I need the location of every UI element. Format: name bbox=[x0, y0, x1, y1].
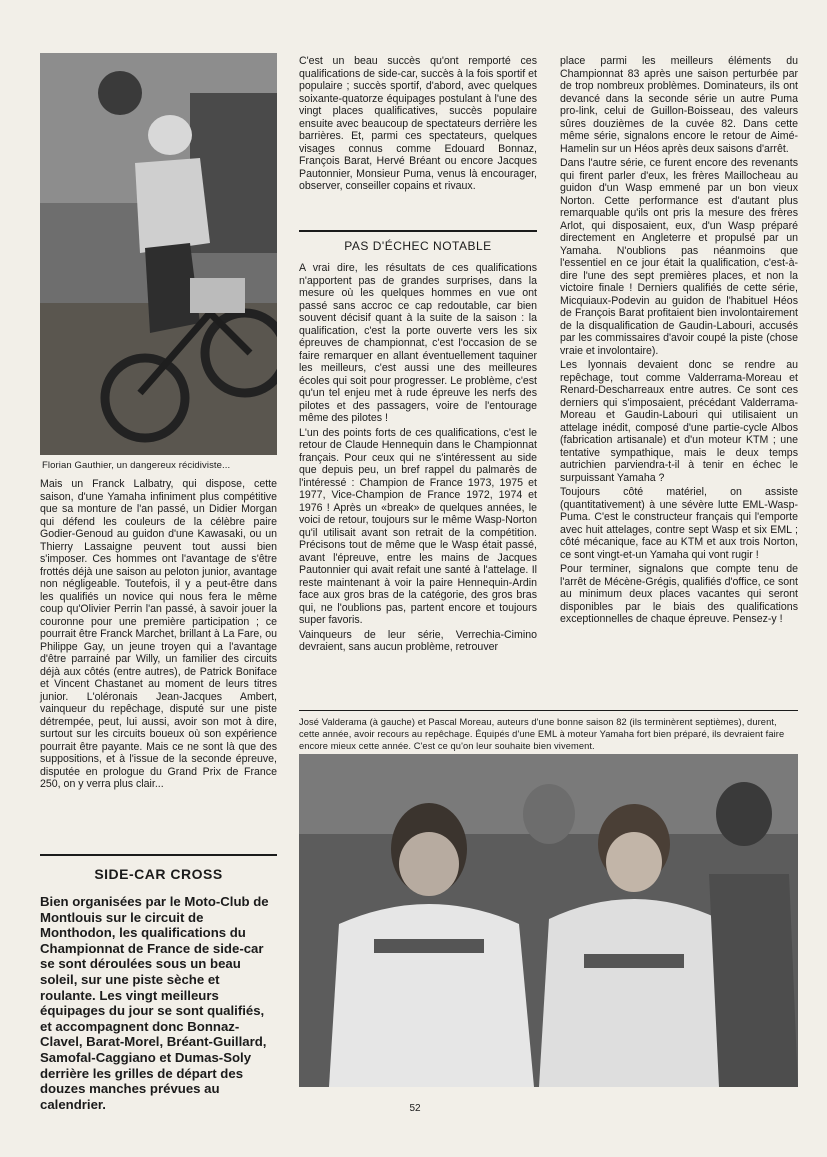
right-paragraph-5: Pour terminer, signalons que compte tenu de l'arrêt de Mécène-Grégis, qualifiés d'office, ce sont au minimum deux places vacantes qui seront disponibles par le biais des qualifications exceptionnelles de chaque épreuve. Pensez-y ! bbox=[560, 563, 798, 625]
side-car-cross-heading: SIDE-CAR CROSS bbox=[94, 866, 223, 882]
side-car-cross-rule bbox=[40, 854, 277, 856]
right-paragraph-4: Toujours côté matériel, on assiste (quantitativement) à une sévère lutte EML-Wasp-Puma. C'est le constructeur français qui l'emporte avec huit attelages, contre sept Wasp et six EML ; côté mécanique, face au KTM et aux trois Norton, ce sont vingt-et-un Yamaha qui vont rugir ! bbox=[560, 486, 798, 561]
side-car-lead-paragraph: Bien organisées par le Moto-Club de Montlouis sur le circuit de Monthodon, les qualifications du Championnat de France de side-car se sont déroulées sous un beau soleil, sur une piste sèche et roulante. Les vingt meilleurs équipages du jour se sont qualifiés, et accompagnent donc Bonnaz-Clavel, Barat-Morel, Bréant-Guillard, Samofal-Caggiano et Dumas-Soly derrière les grilles de départ des douzes manches prévues au calendrier. bbox=[40, 894, 269, 1112]
pas-dechec-rule bbox=[299, 230, 537, 232]
middle-paragraph-3: Vainqueurs de leur série, Verrechia-Cimino devraient, sans aucun problème, retrouver bbox=[299, 628, 537, 653]
riders-photo bbox=[299, 754, 798, 1087]
riders-illustration bbox=[299, 754, 798, 1087]
bottom-photo-caption: José Valderama (à gauche) et Pascal Moreau, auteurs d'une bonne saison 82 (ils terminèrent septièmes), durent, cette année, avoir recours au repêchage. Équipés d'une EML à moteur Yamaha fort bien préparé, ils devraient faire encore mieux cette année. C'est ce qu'on leur souhaite bien vivement. bbox=[299, 717, 785, 751]
middle-intro-paragraph: C'est un beau succès qu'ont remporté ces qualifications de side-car, succès à la fois sportif et populaire ; succès sportif, d'abord, avec quelques soixante-quatorze équipages postulant à l'une des vingt places qualificatives, succès populaire ensuite avec beaucoup de spectateurs derrière les barrières. Et, parmi ces spectateurs, quelques visages connus comme Edouard Bonnaz, François Barat, Hervé Bréant ou encore Jacques Pautonnier, Monsieur Puma, venus là encourager, observer, conseiller copains et rivaux. bbox=[299, 55, 537, 192]
middle-column-intro bbox=[299, 55, 537, 195]
rider-photo bbox=[40, 53, 277, 455]
middle-paragraph-1: A vrai dire, les résultats de ces qualifications n'apportent pas de grandes surprises, dans la mesure où les quelques hommes en vue ont passé sans accroc ce cap redoutable, car bien souvent décisif quant à la suite de la saison : la qualification, c'est la porte ouverte vers les six épreuves de championnat, c'est l'occasion de se faire remarquer en allant éventuellement taquiner les meilleurs, c'est aussi une des meilleures écoles qui soit pour progresser. Le problème, c'est qu'un tel enjeu met à rude épreuve les nerfs des pilotes et des passagers, voire de l'entourage même des pilotes ! bbox=[299, 262, 537, 424]
right-paragraph-3: Les lyonnais devaient donc se rendre au repêchage, tout comme Valderrama-Moreau et Renard-Descharreaux entre autres. Ce sont ces derniers qui s'imposaient, précédant Valderrama-Moreau et Gaudin-Labouri qui utilisaient un attelage inédit, composé d'une partie-cycle Albos (fabrication artisanale) et d'un moteur KTM ; une tentative sympathique, mais le deux temps autrichien parviendra-t-il à tenir en échec le surpuissant Yamaha ? bbox=[560, 359, 798, 484]
rider-illustration bbox=[40, 53, 277, 455]
pas-dechec-heading: PAS D'ÉCHEC NOTABLE bbox=[344, 239, 492, 253]
bottom-caption-rule bbox=[299, 710, 798, 711]
top-photo-caption: Florian Gauthier, un dangereux récidiviste... bbox=[42, 460, 231, 471]
right-paragraph-1: place parmi les meilleurs éléments du Championnat 83 après une saison perturbée par de trop nombreux problèmes. Dominateurs, ils ont devancé dans la seconde série un autre Puma pro-link, celui de Guillon-Boisseau, des valeurs sûres douzièmes de la cuvée 82. Dans cette même série, signalons encore le retour de Aimé-Hamelin sur un Héos après deux saisons d'arrêt. bbox=[560, 55, 798, 155]
right-paragraph-2: Dans l'autre série, ce furent encore des revenants qui firent parler d'eux, les frères Maillocheau au guidon d'un Wasp emmené par un bon vieux Norton. Cette performance est d'autant plus remarquable qu'ils ont pris la mesure des frères Arlot, qui disposaient, eux, d'un Wasp préparé directement en Angleterre et propulsé par un Yamaha. N'oublions pas néanmoins que l'essentiel en ce jour était la qualification, c'est-à-dire l'une des sept premières places, et non la victoire finale ! Derniers qualifiés de cette série, Micquiaux-Podevin au guidon de l'habituel Héos de François Barat profitaient bien involontairement de la disqualification de Gaudin-Labouri, accusés par les commissaires d'avoir coupé la piste (chose vraie et involontaire). bbox=[560, 157, 798, 357]
right-column-body bbox=[560, 55, 798, 628]
left-paragraph: Mais un Franck Lalbatry, qui dispose, cette saison, d'une Yamaha infiniment plus compétitive que sa monture de l'an passé, un Didier Morgan qui défend les couleurs de la célèbre paire Godier-Genoud au guidon d'une Kawasaki, ou un Thierry Lassaigne peuvent tout aussi bien s'imposer. Ces hommes ont l'avantage de s'être frottés déjà une saison au peloton junior, avantage non négligeable. Toutefois, il y a peut-être dans les qualifiés un novice qui nous fera le même coup qu'Olivier Perrin l'an passé, à savoir jouer la couronne pour une première participation ; ce pourrait être Franck Marchet, brillant à La Fare, ou Philippe Gay, un jeune troyen qui a l'avantage d'être parrainé par Willy, un familier des circuits déjà aux côtés (entre autres), de Patrick Boniface et Vincent Chastanet au moment de leurs titres junior. L'oléronais Jean-Jacques Ambert, vainqueur du repêchage, disputé sur une piste détrempée, peut, lui aussi, avoir son mot à dire, surtout sur les circuits boueux où son expérience pourrait être payante. Mais ce ne sont là que des suppositions, et à l'issue de la seconde épreuve, disputée en prologue du Grand Prix de France 250, on y verra plus clair... bbox=[40, 478, 277, 790]
left-column-text bbox=[40, 478, 277, 793]
page-number: 52 bbox=[409, 1103, 421, 1114]
middle-column-body bbox=[299, 262, 537, 656]
middle-paragraph-2: L'un des points forts de ces qualifications, c'est le retour de Claude Hennequin dans le Championnat français. Pour ceux qui ne s'intéressent au side que depuis peu, un bref rappel du palmarès de l'intéressé : Champion de France 1973, 1975 et 1977, Vice-Champion de France 1972, 1974 et 1976 ! Après un «break» de quelques années, le voici de retour, toujours sur le même Wasp-Norton qu'il utilisait avant son retrait de la compétition. Précisons tout de même que le Wasp était passé, avant l'épreuve, entre les mains de Jacques Pautonnier qui avait refait une santé à l'attelage. Il reste maintenant à voir la paire Hennequin-Ardin face aux gros bras de la catégorie, des gros bras qui, ne l'oublions pas, partent encore et toujours super favoris. bbox=[299, 426, 537, 626]
